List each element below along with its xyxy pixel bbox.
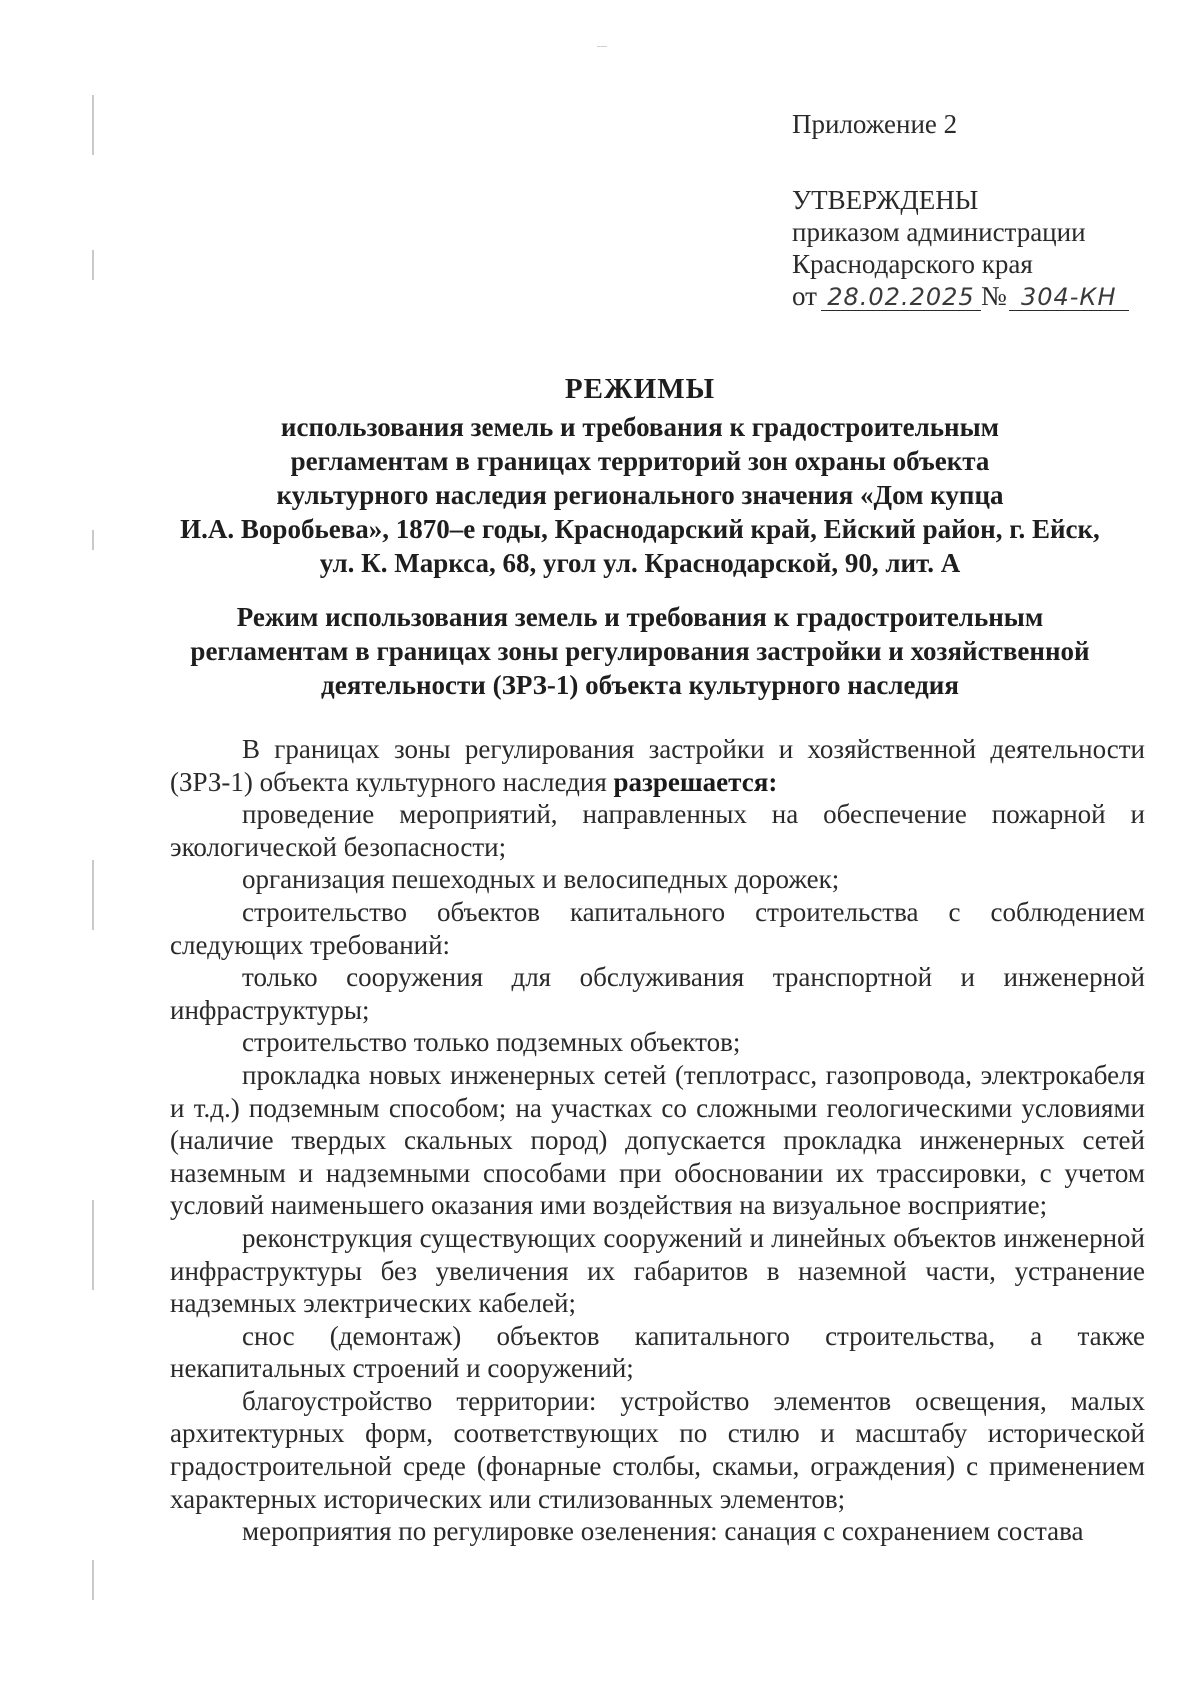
scan-margin-mark — [92, 860, 94, 930]
title-line: ул. К. Маркса, 68, угол ул. Краснодарской, 90, лит. А — [319, 548, 961, 578]
scan-mark — [597, 46, 607, 47]
title-line: использования земель и требования к градостроительным — [280, 412, 1000, 442]
approval-line-1: приказом администрации — [792, 217, 1086, 247]
section-title-line: Режим использования земель и требования к градостроительным — [236, 602, 1044, 632]
section-title — [160, 600, 1120, 702]
intro-bold: разрешается: — [613, 766, 778, 797]
body-paragraph: строительство объектов капитального строительства с соблюдением следующих требований: — [170, 896, 1145, 960]
scan-margin-mark — [92, 530, 94, 550]
number-sign: № — [980, 281, 1007, 311]
body-paragraph: строительство только подземных объектов; — [242, 1027, 741, 1058]
body-paragraph: организация пешеходных и велосипедных дорожек; — [242, 864, 840, 895]
approval-date-line — [792, 280, 1152, 312]
date-prefix: от — [792, 281, 817, 311]
approval-line-2: Краснодарского края — [792, 249, 1033, 279]
scan-margin-mark — [92, 250, 94, 280]
body-paragraph: только сооружения для обслуживания транспортной и инженерной инфраструктуры; — [170, 962, 1145, 1025]
document-title — [160, 372, 1120, 580]
section-title-line: деятельности (ЗРЗ-1) объекта культурного наследия — [321, 670, 959, 700]
appendix-label: Приложение 2 — [792, 109, 958, 139]
title-line: регламентам в границах территорий зон охраны объекта — [290, 446, 990, 476]
scan-margin-mark — [92, 1200, 94, 1290]
approval-block — [792, 108, 1152, 312]
body-paragraph: благоустройство территории: устройство элементов освещения, малых архитектурных форм, соответствующих по стилю и масштабу исторической градостроительной среде (фонарные столбы, скамьи, ограждения) с применением характерных исторических или стилизованных элементов; — [170, 1385, 1145, 1514]
approved-label: УТВЕРЖДЕНЫ — [792, 185, 979, 215]
body-paragraph: мероприятия по регулировке озеленения: санация с сохранением состава — [242, 1516, 1084, 1547]
title-line: культурного наследия регионального значения «Дом купца — [276, 480, 1004, 510]
section-title-line: регламентам в границах зоны регулирования застройки и хозяйственной — [190, 636, 1090, 666]
intro-text: В границах зоны регулирования застройки и хозяйственной деятельности (ЗРЗ-1) объекта культурного наследия — [170, 734, 1145, 797]
handwritten-date: 28.02.2025 — [821, 284, 981, 311]
intro-paragraph — [170, 733, 1145, 798]
body-paragraph: снос (демонтаж) объектов капитального строительства, а также некапитальных строений и сооружений; — [170, 1320, 1145, 1384]
document-body — [170, 733, 1145, 1548]
scan-margin-mark — [92, 1560, 94, 1600]
body-paragraph: прокладка новых инженерных сетей (теплотрасс, газопровода, электрокабеля и т.д.) подземным способом; на участках со сложными геологическими условиями (наличие твердых скальных пород) допускается прокладка инженерных сетей наземным и надземными способами при обосновании их трассировки, с учетом условий наименьшего оказания ими воздействия на визуальное восприятие; — [170, 1059, 1145, 1221]
title-line: И.А. Воробьева», 1870–е годы, Краснодарский край, Ейский район, г. Ейск, — [180, 514, 1100, 544]
body-paragraph: проведение мероприятий, направленных на обеспечение пожарной и экологической безопасности; — [170, 799, 1145, 862]
scan-margin-mark — [92, 95, 94, 155]
title-main: РЕЖИМЫ — [564, 373, 716, 405]
handwritten-number: 304-КН — [1009, 284, 1129, 311]
body-paragraph: реконструкция существующих сооружений и линейных объектов инженерной инфраструктуры без увеличения их габаритов в наземной части, устранение надземных электрических кабелей; — [170, 1222, 1145, 1319]
